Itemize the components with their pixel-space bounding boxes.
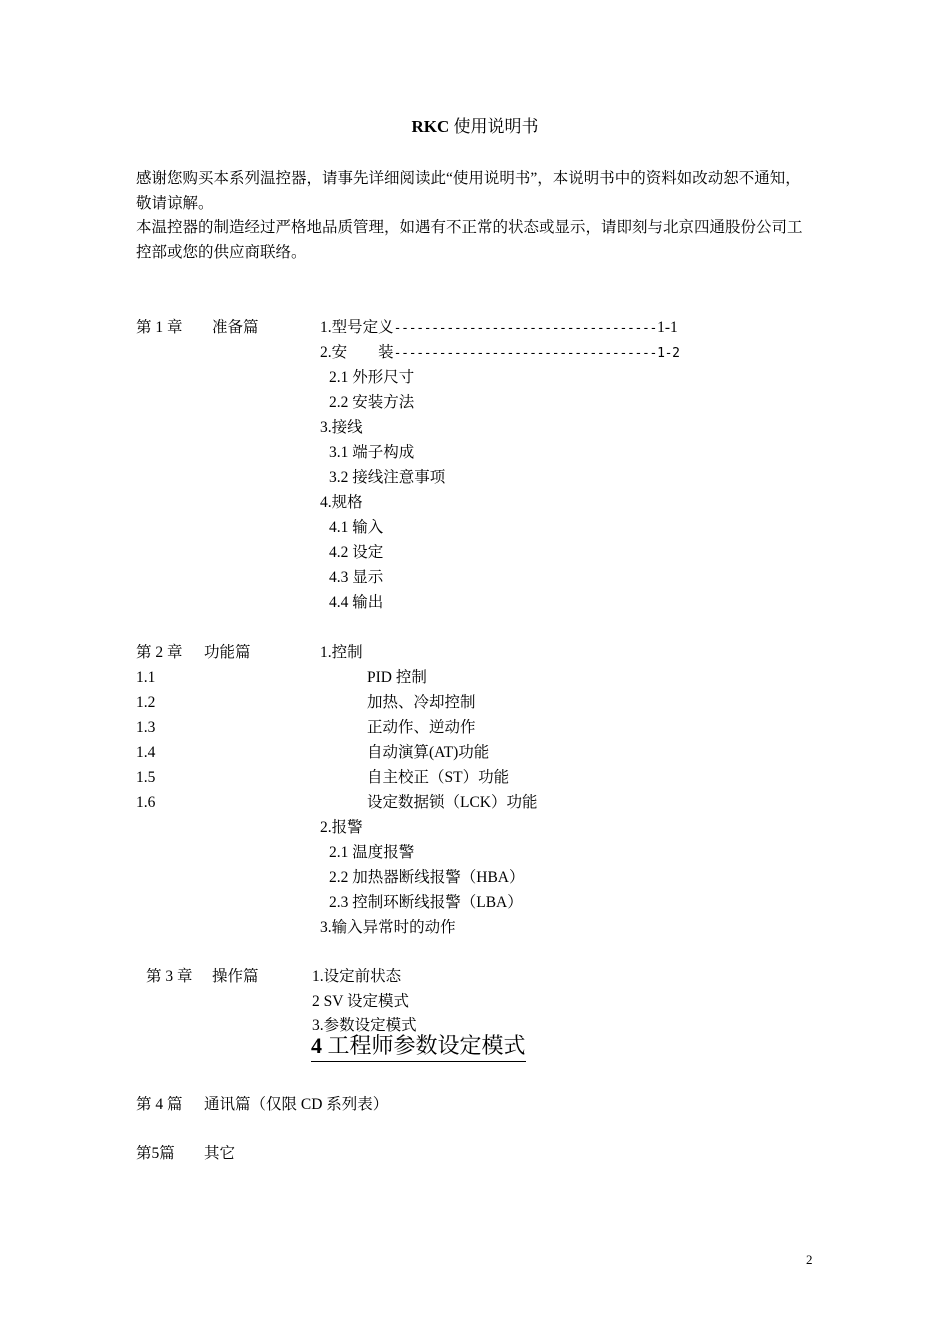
toc-sub-number: 1.6 bbox=[136, 794, 156, 811]
toc-entry: 2.报警 bbox=[320, 819, 363, 836]
chapter-3-name: 操作篇 bbox=[212, 968, 259, 985]
toc-sub-number: 1.3 bbox=[136, 719, 156, 736]
chapter-5-label: 第5篇 bbox=[136, 1145, 175, 1162]
chapter-5-name: 其它 bbox=[204, 1145, 236, 1162]
toc-entry bbox=[320, 343, 680, 364]
chapter-2-label: 第 2 章 bbox=[136, 644, 183, 661]
toc-entry: 2.2 加热器断线报警（HBA） bbox=[329, 869, 525, 886]
toc-entry: 4.4 输出 bbox=[329, 594, 384, 611]
toc-entry-text: 1.型号定义 bbox=[320, 319, 394, 336]
toc-entry: 1.设定前状态 bbox=[312, 968, 402, 985]
chapter-4-label: 第 4 篇 bbox=[136, 1096, 183, 1113]
toc-sub-number: 1.4 bbox=[136, 744, 156, 761]
chapter-1-name: 准备篇 bbox=[212, 319, 259, 336]
toc-sub-entry: 正动作、逆动作 bbox=[367, 719, 476, 736]
toc-dot-leader: ----------------------------------- bbox=[393, 346, 658, 361]
toc-entry-text: 工程师参数设定模式 bbox=[322, 1033, 526, 1058]
toc-page-ref: 1-1 bbox=[657, 319, 678, 336]
toc-entry: 3.2 接线注意事项 bbox=[329, 469, 446, 486]
toc-entry: 1.控制 bbox=[320, 644, 363, 661]
toc-sub-number: 1.2 bbox=[136, 694, 156, 711]
page-number: 2 bbox=[806, 1252, 813, 1267]
title-text: 使用说明书 bbox=[449, 117, 539, 136]
chapter-1-label: 第 1 章 bbox=[136, 319, 183, 336]
toc-sub-entry: PID 控制 bbox=[367, 669, 427, 686]
toc-page-ref: 1-2 bbox=[657, 346, 680, 361]
toc-sub-entry: 自主校正（ST）功能 bbox=[367, 769, 510, 786]
toc-dot-leader: ----------------------------------- bbox=[393, 321, 658, 336]
document-title bbox=[0, 116, 950, 138]
toc-entry: 2 SV 设定模式 bbox=[312, 993, 410, 1010]
toc-entry: 3.输入异常时的动作 bbox=[320, 919, 456, 936]
intro-paragraph-1: 感谢您购买本系列温控器，请事先详细阅读此“使用说明书”，本说明书中的资料如改动恕不通知，敬请谅解。 bbox=[136, 170, 801, 212]
toc-entry: 4.规格 bbox=[320, 494, 363, 511]
toc-entry: 4.2 设定 bbox=[329, 544, 384, 561]
title-brand: RKC bbox=[411, 117, 450, 136]
chapter-2-name: 功能篇 bbox=[204, 644, 251, 661]
toc-entry: 2.2 安装方法 bbox=[329, 394, 415, 411]
toc-entry-number: 4 bbox=[311, 1033, 322, 1058]
toc-entry: 2.1 外形尺寸 bbox=[329, 369, 415, 386]
toc-entry-text: 2.安 装 bbox=[320, 344, 394, 361]
toc-sub-entry: 设定数据锁（LCK）功能 bbox=[367, 794, 538, 811]
toc-sub-entry: 自动演算(AT)功能 bbox=[367, 744, 490, 761]
toc-entry: 4.3 显示 bbox=[329, 569, 384, 586]
intro-paragraph-2: 本温控器的制造经过严格地品质管理，如遇有不正常的状态或显示，请即刻与北京四通股份公司工控部或您的供应商联络。 bbox=[136, 219, 803, 261]
toc-entry: 3.参数设定模式 bbox=[312, 1017, 417, 1034]
chapter-4-name: 通讯篇（仅限 CD 系列表） bbox=[204, 1096, 389, 1113]
toc-entry-emphasized bbox=[311, 1032, 526, 1062]
toc-sub-number: 1.1 bbox=[136, 669, 156, 686]
toc-entry: 3.1 端子构成 bbox=[329, 444, 415, 461]
toc-entry: 2.3 控制环断线报警（LBA） bbox=[329, 894, 523, 911]
chapter-3-label: 第 3 章 bbox=[146, 968, 193, 985]
toc-entry: 3.接线 bbox=[320, 419, 363, 436]
toc-entry: 2.1 温度报警 bbox=[329, 844, 415, 861]
toc-entry bbox=[320, 318, 678, 339]
toc-entry: 4.1 输入 bbox=[329, 519, 384, 536]
toc-sub-number: 1.5 bbox=[136, 769, 156, 786]
toc-sub-entry: 加热、冷却控制 bbox=[367, 694, 476, 711]
